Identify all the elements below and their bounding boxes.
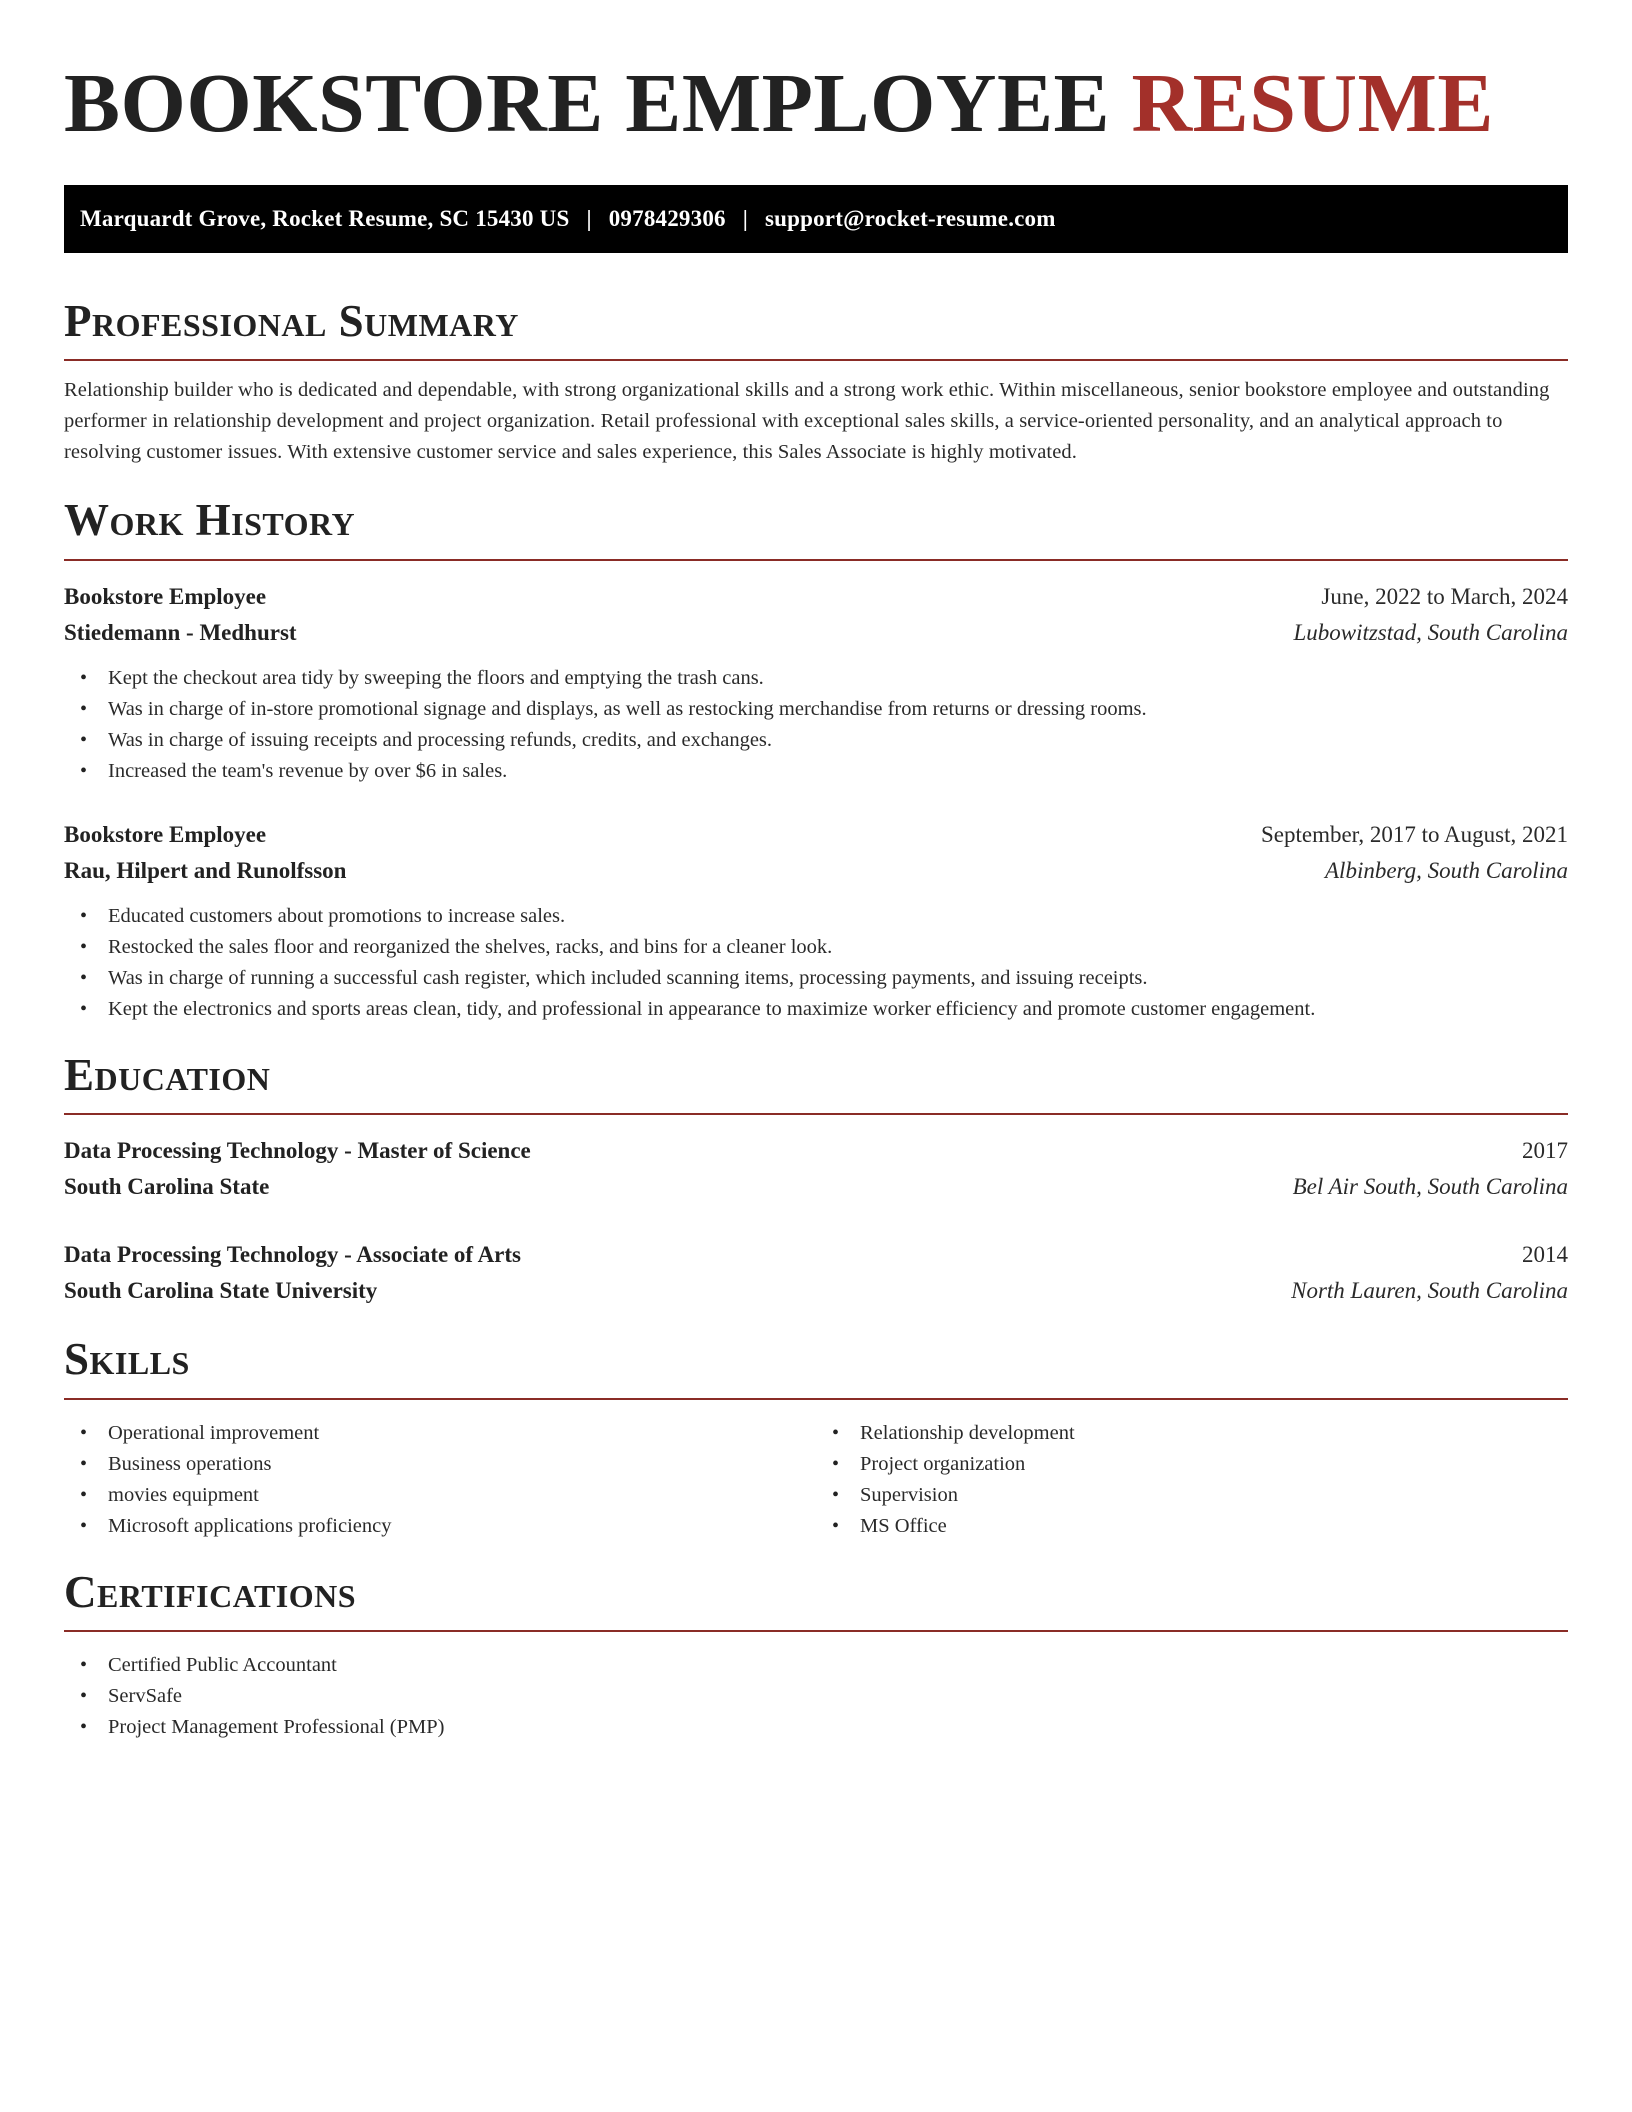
list-item: • Certified Public Accountant — [64, 1650, 1568, 1681]
list-item: • Increased the team's revenue by over $6 in sales. — [64, 756, 1568, 787]
section-divider — [64, 359, 1568, 361]
contact-address: Marquardt Grove, Rocket Resume, SC 15430 US — [80, 205, 570, 231]
education-subheader — [64, 1169, 1568, 1205]
job-entry — [64, 817, 1568, 1025]
list-item: • Supervision — [816, 1480, 1568, 1511]
job-dates: September, 2017 to August, 2021 — [1260, 821, 1568, 847]
list-item: • ServSafe — [64, 1681, 1568, 1712]
skills-column-left — [64, 1418, 816, 1542]
list-item: • Was in charge of in-store promotional signage and displays, as well as restocking merchandise from returns or dressing rooms. — [64, 694, 1568, 725]
job-bullets — [64, 663, 1568, 787]
list-item: • Project organization — [816, 1449, 1568, 1480]
job-subheader — [64, 853, 1568, 889]
education-location: Bel Air South, South Carolina — [1292, 1174, 1568, 1200]
education-degree: Data Processing Technology - Associate of Arts — [64, 1242, 522, 1268]
list-item: • movies equipment — [64, 1480, 816, 1511]
job-subheader — [64, 615, 1568, 651]
section-divider — [64, 559, 1568, 561]
education-section — [64, 1051, 1568, 1310]
job-title: Bookstore Employee — [64, 821, 267, 847]
job-dates: June, 2022 to March, 2024 — [1321, 583, 1568, 609]
skills-grid — [64, 1418, 1568, 1542]
education-header — [64, 1133, 1568, 1169]
job-location: Albinberg, South Carolina — [1325, 857, 1568, 883]
work-history-section — [64, 496, 1568, 1025]
title-accent: RESUME — [1131, 57, 1494, 150]
summary-section — [64, 297, 1568, 469]
resume-title — [64, 54, 1568, 155]
certifications-list — [64, 1650, 1568, 1743]
certifications-section — [64, 1568, 1568, 1744]
summary-text: Relationship builder who is dedicated and dependable, with strong organizational skills and a strong work ethic. Within miscellaneous, senior bookstore employee and outstanding performer in relationship development and project organization. Retail professional with exceptional sales skills, a service-oriented personality, and an analytical approach to resolving customer issues. With extensive customer service and sales experience, this Sales Associate is highly motivated. — [64, 379, 1550, 464]
education-subheader — [64, 1273, 1568, 1309]
title-main: BOOKSTORE EMPLOYEE — [64, 57, 1110, 150]
list-item: • Operational improvement — [64, 1418, 816, 1449]
section-divider — [64, 1113, 1568, 1115]
section-heading-education: Education — [64, 1049, 271, 1100]
list-item: • Kept the checkout area tidy by sweeping the floors and emptying the trash cans. — [64, 663, 1568, 694]
job-location: Lubowitzstad, South Carolina — [1293, 619, 1568, 645]
contact-bar — [64, 185, 1568, 253]
list-item: • Kept the electronics and sports areas clean, tidy, and professional in appearance to maximize worker efficiency and promote customer engagement. — [64, 994, 1568, 1025]
education-year: 2014 — [1522, 1242, 1568, 1268]
job-title: Bookstore Employee — [64, 583, 267, 609]
education-entry — [64, 1133, 1568, 1205]
education-year: 2017 — [1522, 1138, 1568, 1164]
list-item: • Microsoft applications proficiency — [64, 1511, 816, 1542]
job-company: Rau, Hilpert and Runolfsson — [64, 857, 347, 883]
section-divider — [64, 1398, 1568, 1400]
job-header — [64, 579, 1568, 615]
section-heading-work-history: Work History — [64, 495, 356, 546]
contact-separator: | — [742, 205, 748, 231]
education-school: South Carolina State University — [64, 1278, 378, 1304]
list-item: • Project Management Professional (PMP) — [64, 1712, 1568, 1743]
education-header — [64, 1237, 1568, 1273]
education-location: North Lauren, South Carolina — [1291, 1278, 1568, 1304]
education-degree: Data Processing Technology - Master of Science — [64, 1138, 531, 1164]
skills-column-right — [816, 1418, 1568, 1542]
section-heading-skills: Skills — [64, 1334, 190, 1385]
job-header — [64, 817, 1568, 853]
job-company: Stiedemann - Medhurst — [64, 619, 297, 645]
education-entry — [64, 1237, 1568, 1309]
contact-email[interactable]: support@rocket-resume.com — [764, 205, 1056, 231]
list-item: • MS Office — [816, 1511, 1568, 1542]
section-divider — [64, 1630, 1568, 1632]
list-item: • Business operations — [64, 1449, 816, 1480]
section-heading-certifications: Certifications — [64, 1566, 357, 1617]
skills-section — [64, 1335, 1568, 1542]
job-bullets — [64, 901, 1568, 1025]
list-item: • Was in charge of running a successful cash register, which included scanning items, processing payments, and issuing receipts. — [64, 963, 1568, 994]
contact-separator: | — [586, 205, 592, 231]
contact-phone: 0978429306 — [608, 205, 726, 231]
list-item: • Educated customers about promotions to increase sales. — [64, 901, 1568, 932]
list-item: • Was in charge of issuing receipts and processing refunds, credits, and exchanges. — [64, 725, 1568, 756]
job-entry — [64, 579, 1568, 787]
list-item: • Relationship development — [816, 1418, 1568, 1449]
education-school: South Carolina State — [64, 1174, 270, 1200]
list-item: • Restocked the sales floor and reorganized the shelves, racks, and bins for a cleaner look. — [64, 932, 1568, 963]
section-heading-summary: Professional Summary — [64, 295, 519, 346]
